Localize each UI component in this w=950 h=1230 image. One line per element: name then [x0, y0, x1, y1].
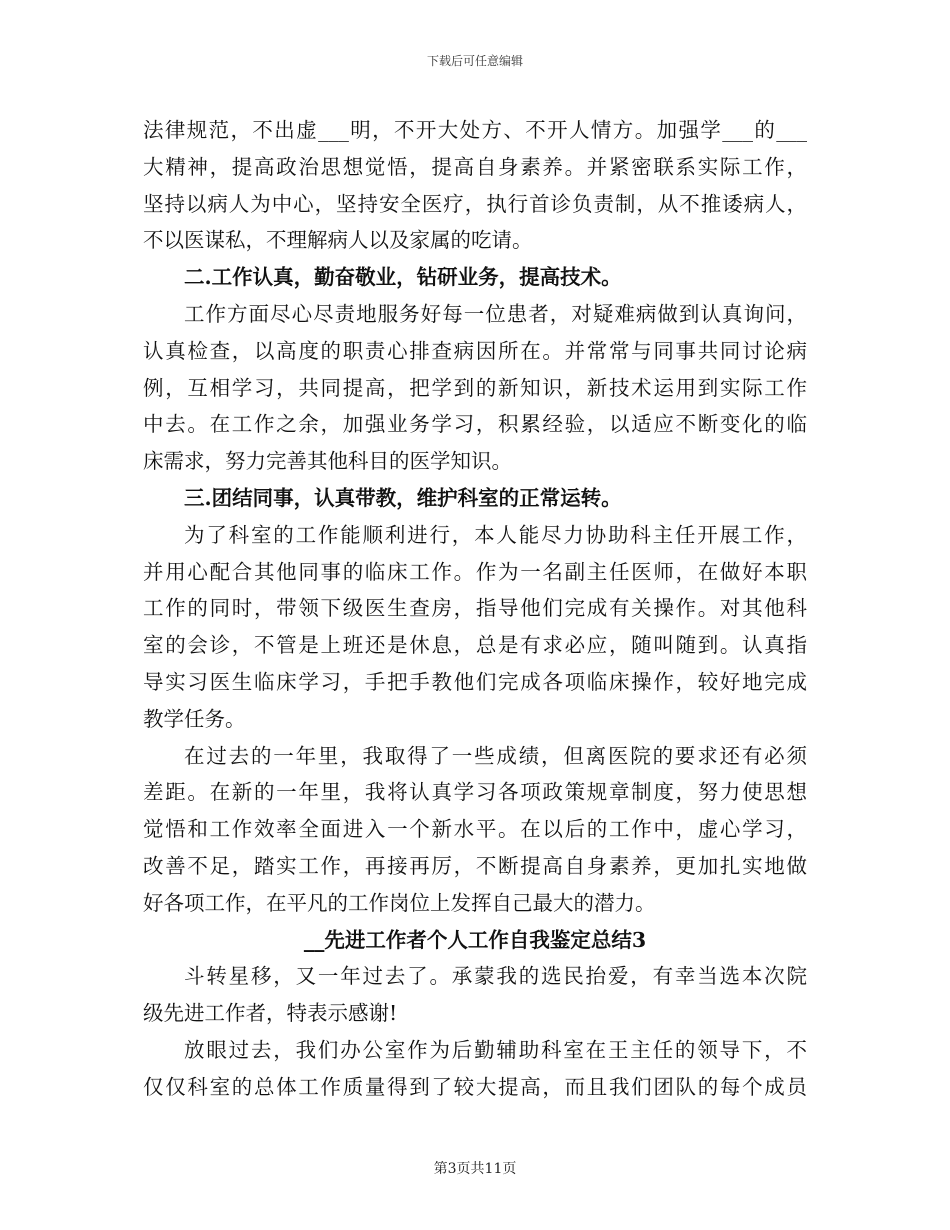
- section-heading-3: 三.团结同事，认真带教，维护科室的正常运转。: [184, 485, 622, 510]
- text-line: 不以医谋私，不理解病人以及家属的吃请。: [143, 228, 533, 253]
- text-line: 为了科室的工作能顺利进行，本人能尽力协助科主任开展工作，: [184, 522, 807, 547]
- paragraph-5: [143, 958, 807, 1032]
- text-line: 坚持以病人为中心，坚持安全医疗，执行首诊负责制，从不推诿病人，: [143, 191, 807, 216]
- document-body: [143, 112, 807, 1106]
- text-line: 法律规范，不出虚___明，不开大处方、不开人情方。加强学___的___: [143, 118, 807, 142]
- text-line: 认真检查，以高度的职责心排查病因所在。并常常与同事共同讨论病: [143, 338, 807, 363]
- paragraph-2: [143, 296, 807, 480]
- text-line: 并用心配合其他同事的临床工作。作为一名副主任医师，在做好本职: [143, 559, 807, 584]
- text-line: 仅仅科室的总体工作质量得到了较大提高，而且我们团队的每个成员: [143, 1074, 807, 1099]
- paragraph-3: [143, 517, 807, 738]
- text-line: 导实习医生临床学习，手把手教他们完成各项临床操作，较好地完成: [143, 669, 807, 694]
- text-line: 工作的同时，带领下级医生查房，指导他们完成有关操作。对其他科: [143, 596, 807, 621]
- text-line: 工作方面尽心尽责地服务好每一位患者，对疑难病做到认真询问，: [184, 301, 807, 326]
- paragraph-6: [143, 1032, 807, 1106]
- page-header: 下载后可任意编辑: [426, 54, 523, 68]
- text-line: 级先进工作者，特表示感谢!: [143, 1001, 398, 1026]
- text-line: 放眼过去，我们办公室作为后勤辅助科室在王主任的领导下，不: [184, 1037, 807, 1062]
- text-line: 床需求，努力完善其他科目的医学知识。: [143, 449, 512, 474]
- text-line: 教学任务。: [143, 706, 246, 731]
- section-heading-2: 二.工作认真，勤奋敬业，钻研业务，提高技术。: [184, 265, 622, 290]
- text-line: 例，互相学习，共同提高，把学到的新知识，新技术运用到实际工作: [143, 375, 807, 400]
- text-line: 大精神，提高政治思想觉悟，提高自身素养。并紧密联系实际工作，: [143, 154, 807, 179]
- paragraph-4: [143, 738, 807, 922]
- text-line: 觉悟和工作效率全面进入一个新水平。在以后的工作中，虚心学习，: [143, 817, 807, 842]
- text-line: 好各项工作，在平凡的工作岗位上发挥自己最大的潜力。: [143, 890, 656, 915]
- text-line: 差距。在新的一年里，我将认真学习各项政策规章制度，努力使思想: [143, 780, 807, 805]
- text-line: 斗转星移，又一年过去了。承蒙我的选民抬爱，有幸当选本次院: [184, 964, 807, 989]
- paragraph-1: [143, 112, 807, 259]
- text-line: 中去。在工作之余，加强业务学习，积累经验，以适应不断变化的临: [143, 412, 807, 437]
- text-line: 改善不足，踏实工作，再接再厉，不断提高自身素养，更加扎实地做: [143, 853, 807, 878]
- page-number: 第3页共11页: [433, 1161, 517, 1177]
- text-line: 室的会诊，不管是上班还是休息，总是有求必应，随叫随到。认真指: [143, 633, 807, 658]
- section-title: __先进工作者个人工作自我鉴定总结3: [303, 927, 647, 952]
- text-line: 在过去的一年里，我取得了一些成绩，但离医院的要求还有必须: [184, 743, 807, 768]
